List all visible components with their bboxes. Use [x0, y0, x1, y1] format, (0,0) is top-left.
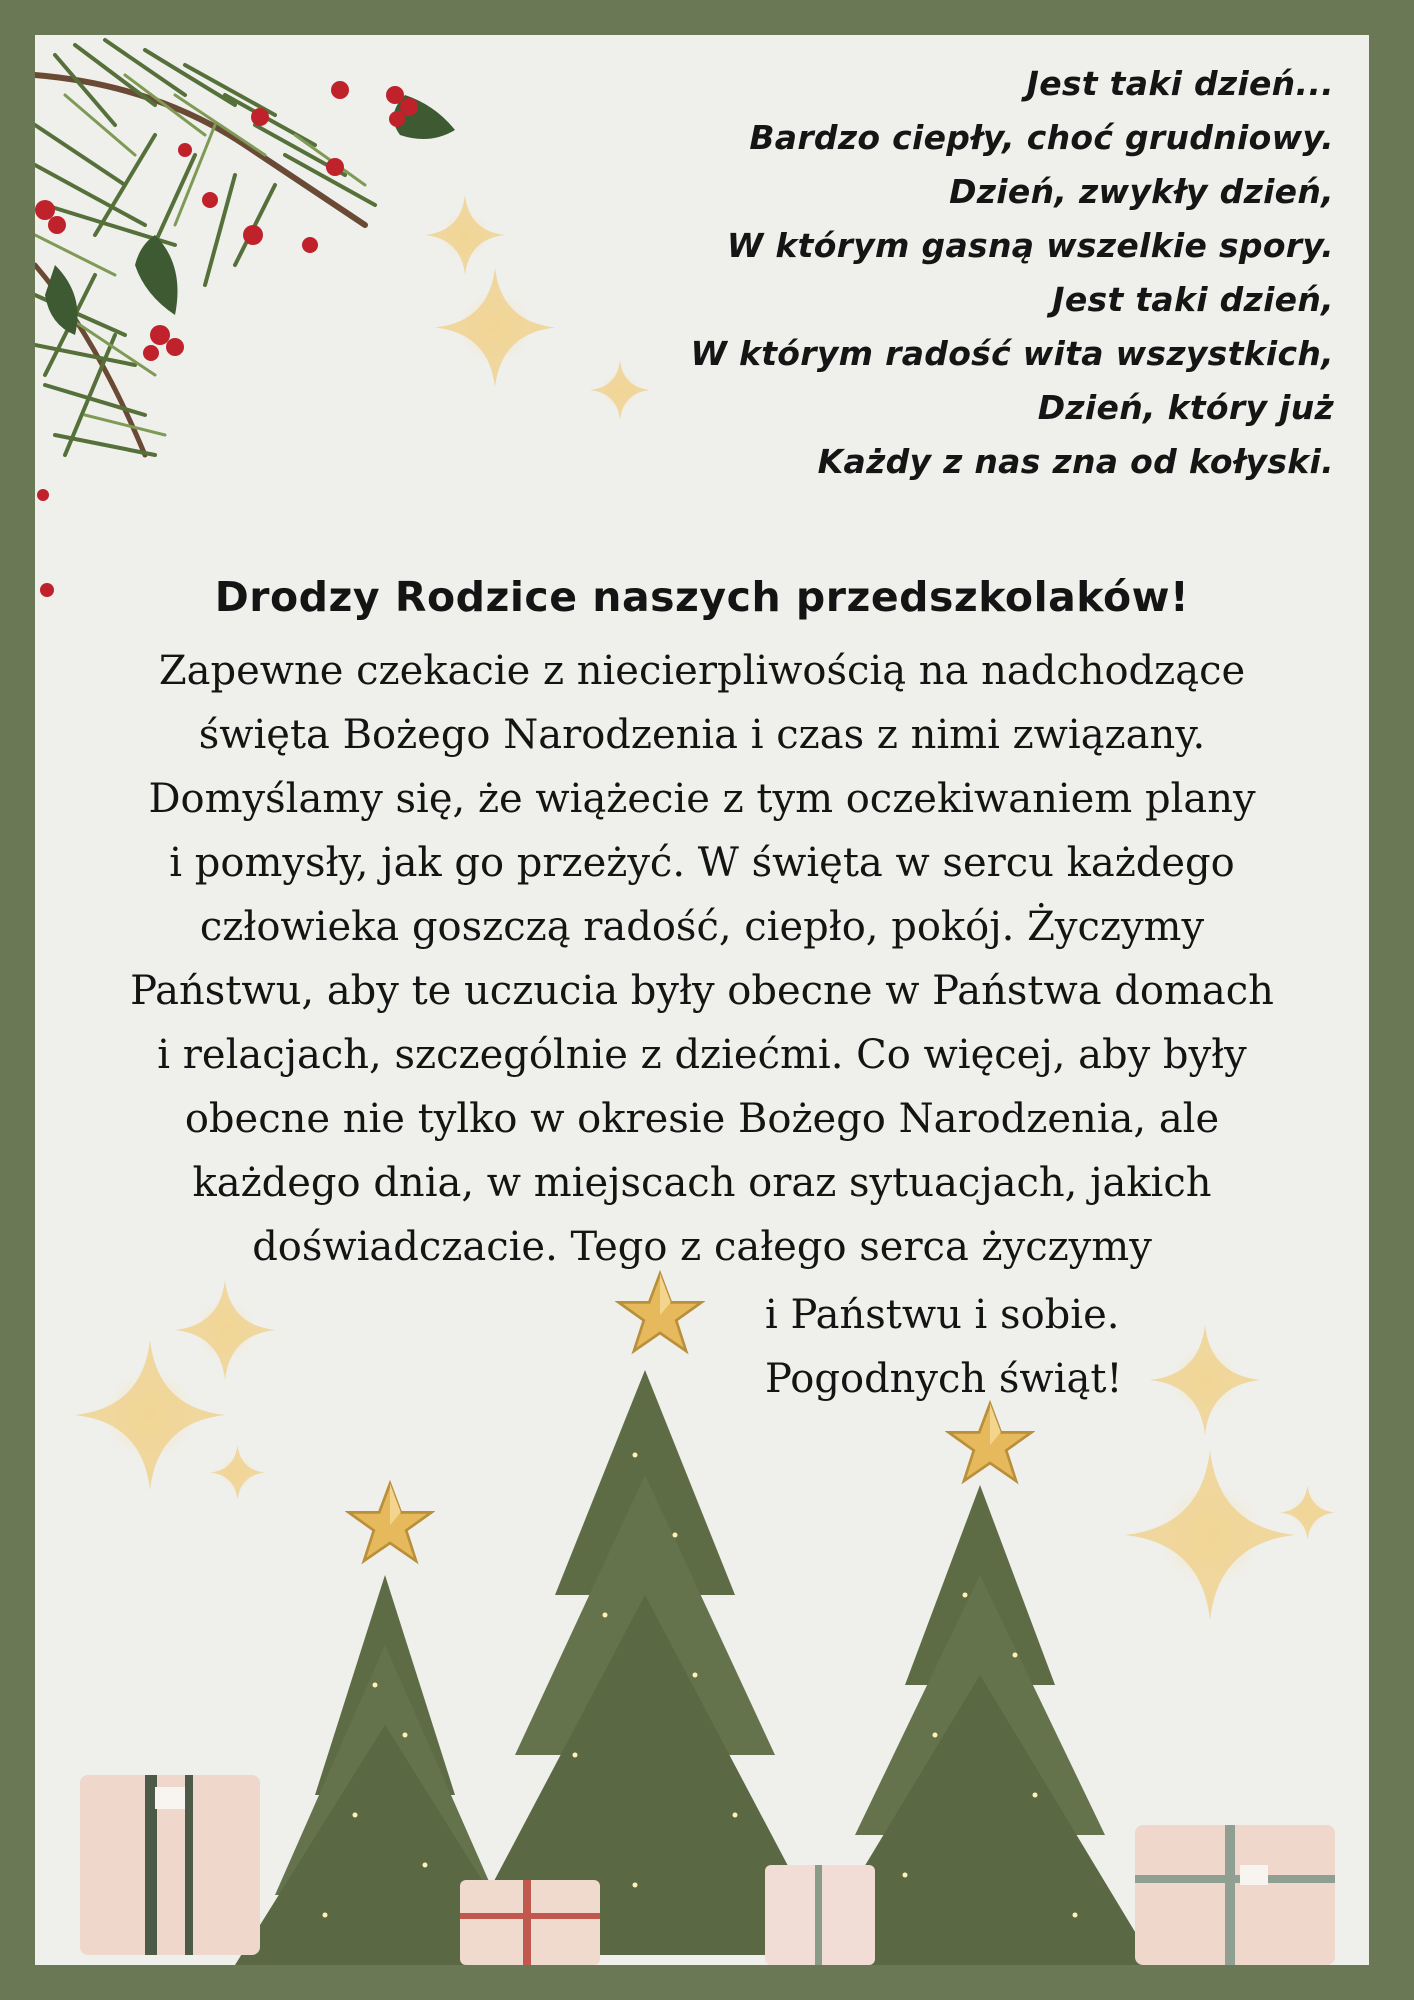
letter-closing — [765, 1283, 1122, 1411]
letter-line: i pomysły, jak go przeżyć. W święta w sercu każdego — [169, 840, 1235, 886]
letter-line: każdego dnia, w miejscach oraz sytuacjach, jakich — [192, 1160, 1212, 1206]
letter-line: święta Bożego Narodzenia i czas z nimi związany. — [198, 712, 1206, 758]
letter-heading: Drodzy Rodzice naszych przedszkolaków! — [214, 573, 1190, 621]
letter-line: Państwu, aby te uczucia były obecne w Państwa domach — [130, 968, 1274, 1014]
poem — [634, 57, 1334, 489]
poem-line: Jest taki dzień... — [1026, 64, 1334, 103]
poem-line: Każdy z nas zna od kołyski. — [817, 442, 1334, 481]
letter-line: i relacjach, szczególnie z dziećmi. Co więcej, aby były — [157, 1032, 1247, 1078]
letter-line: obecne nie tylko w okresie Bożego Narodzenia, ale — [184, 1096, 1220, 1142]
poem-line: Jest taki dzień, — [1052, 280, 1334, 319]
letter-line: doświadczacie. Tego z całego serca życzymy — [252, 1224, 1152, 1270]
closing-line: Pogodnych świąt! — [765, 1356, 1123, 1402]
holly-icon — [35, 81, 455, 597]
pine-branch-icon — [35, 40, 375, 455]
letter-page — [35, 35, 1369, 1965]
poem-line: Dzień, zwykły dzień, — [949, 172, 1334, 211]
letter-body — [35, 639, 1369, 1279]
poem-line: W którym gasną wszelkie spory. — [726, 226, 1334, 265]
poem-line: W którym radość wita wszystkich, — [690, 334, 1334, 373]
letter-line: Zapewne czekacie z niecierpliwością na nadchodzące — [158, 648, 1246, 694]
letter-line: człowieka goszczą radość, ciepło, pokój. Życzymy — [199, 904, 1205, 950]
letter-line: Domyślamy się, że wiążecie z tym oczekiwaniem plany — [148, 776, 1256, 822]
poem-line: Bardzo ciepły, choć grudniowy. — [749, 118, 1334, 157]
poem-line: Dzień, który już — [1037, 388, 1334, 427]
closing-line: i Państwu i sobie. — [765, 1292, 1120, 1338]
christmas-tree-icon — [235, 1370, 1155, 1965]
